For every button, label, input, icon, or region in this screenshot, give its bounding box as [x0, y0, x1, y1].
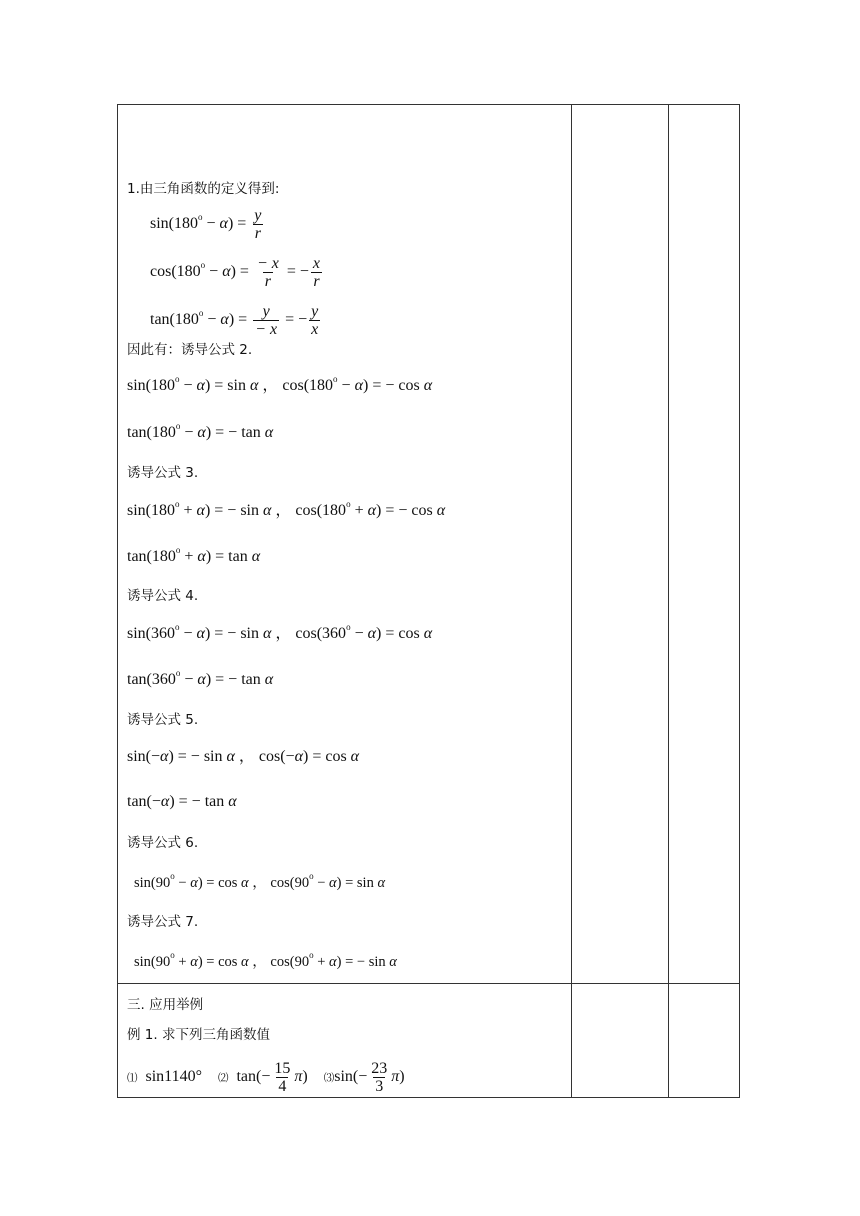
cos-definition: $\cos(180^o - \alpha)$ = $\frac{- x}{r}$ = − $\frac{x}{r}$ — [150, 255, 321, 290]
side-cell-2 — [669, 105, 740, 984]
item1-marker: ⑴ — [127, 1073, 138, 1085]
sin-definition: $\sin(180^o - \alpha)$ = $\frac{y}{r}$ — [150, 207, 262, 242]
section-heading: 三. 应用举例 — [127, 997, 204, 1013]
formula4-line2: $\tan(360^o - \alpha)$ = − tan α — [127, 668, 274, 688]
formula3-line2: $\tan(180^o + \alpha) = \tan \alpha$ — [127, 545, 261, 565]
side-cell-3 — [572, 984, 669, 1098]
fraction-y-over-neg-x: $\frac{y}{- x}$ — [255, 303, 278, 338]
formula5-title: 诱导公式 5. — [127, 712, 199, 728]
formula5-line1: sin(−α) = − sin α ， cos(−α) = cos α — [127, 748, 360, 765]
fraction-y-over-x: $\frac{y}{x}$ — [311, 303, 319, 338]
item2-marker: ⑵ — [217, 1073, 229, 1085]
side-cell-1 — [572, 105, 669, 984]
content-cell — [118, 105, 572, 984]
formula3-line1: $\sin(180^o + \alpha)$ = − sin α ， $\cos(180^o + \alpha)$ = − cos α — [127, 499, 446, 519]
table-row — [118, 984, 740, 1098]
side-cell-4 — [669, 984, 740, 1098]
formula4-line1: $\sin(360^o - \alpha)$ = − sin α ， $\cos(360^o - \alpha) = \cos \alpha$ — [127, 622, 433, 642]
tan-def-lhs: tan(180 — [150, 311, 199, 329]
formula6-title: 诱导公式 6. — [127, 835, 199, 851]
fraction-15-over-4: $\frac{15}{4}$ — [274, 1060, 291, 1095]
fraction-y-over-r: $\frac{y}{r}$ — [254, 207, 262, 242]
fraction-x-over-r: $\frac{x}{r}$ — [312, 255, 321, 290]
formula2-line2: $\tan(180^o - \alpha)$ = − tan α — [127, 421, 274, 441]
formula4-title: 诱导公式 4. — [127, 588, 199, 604]
formula7-title: 诱导公式 7. — [127, 914, 199, 930]
sin-def-lhs: sin(180 — [150, 215, 198, 233]
example-cell — [118, 984, 572, 1098]
item1-expression: sin1140° — [145, 1068, 202, 1086]
table-row — [118, 105, 740, 984]
item3-marker: ⑶ — [323, 1073, 335, 1085]
formula6-line1: $\sin(90^o - \alpha) = \cos \alpha$ ， $\cos(90^o - \alpha) = \sin \alpha$ — [134, 871, 386, 891]
formula3-title: 诱导公式 3. — [127, 465, 199, 481]
definition-intro: 1.由三角函数的定义得到: — [127, 181, 280, 197]
formula2-title: 因此有：诱导公式 2. — [127, 342, 253, 358]
cos-def-lhs: cos(180 — [150, 263, 201, 281]
lesson-table — [117, 104, 740, 1098]
tan-definition: $\tan(180^o - \alpha)$ = $\frac{y}{- x}$ = − $\frac{y}{x}$ — [150, 303, 319, 338]
example-title: 例 1. 求下列三角函数值 — [127, 1027, 270, 1043]
formula7-line1: $\sin(90^o + \alpha) = \cos \alpha$ ， $\cos(90^o + \alpha)$ = − sin α — [134, 950, 397, 970]
formula5-line2: tan(−α) = − tan α — [127, 793, 237, 810]
formula2-line1: $\sin(180^o - \alpha) = \sin \alpha$ ， $\cos(180^o - \alpha)$ = − cos α — [127, 374, 433, 394]
fraction-23-over-3: $\frac{23}{3}$ — [371, 1060, 388, 1095]
example-items: ⑴ sin1140° ⑵ tan(− $\frac{15}{4}$ π) ⑶sin(− $\frac{23}{3}$ π) — [127, 1060, 405, 1095]
fraction-neg-x-over-r: $\frac{- x}{r}$ — [256, 255, 279, 290]
